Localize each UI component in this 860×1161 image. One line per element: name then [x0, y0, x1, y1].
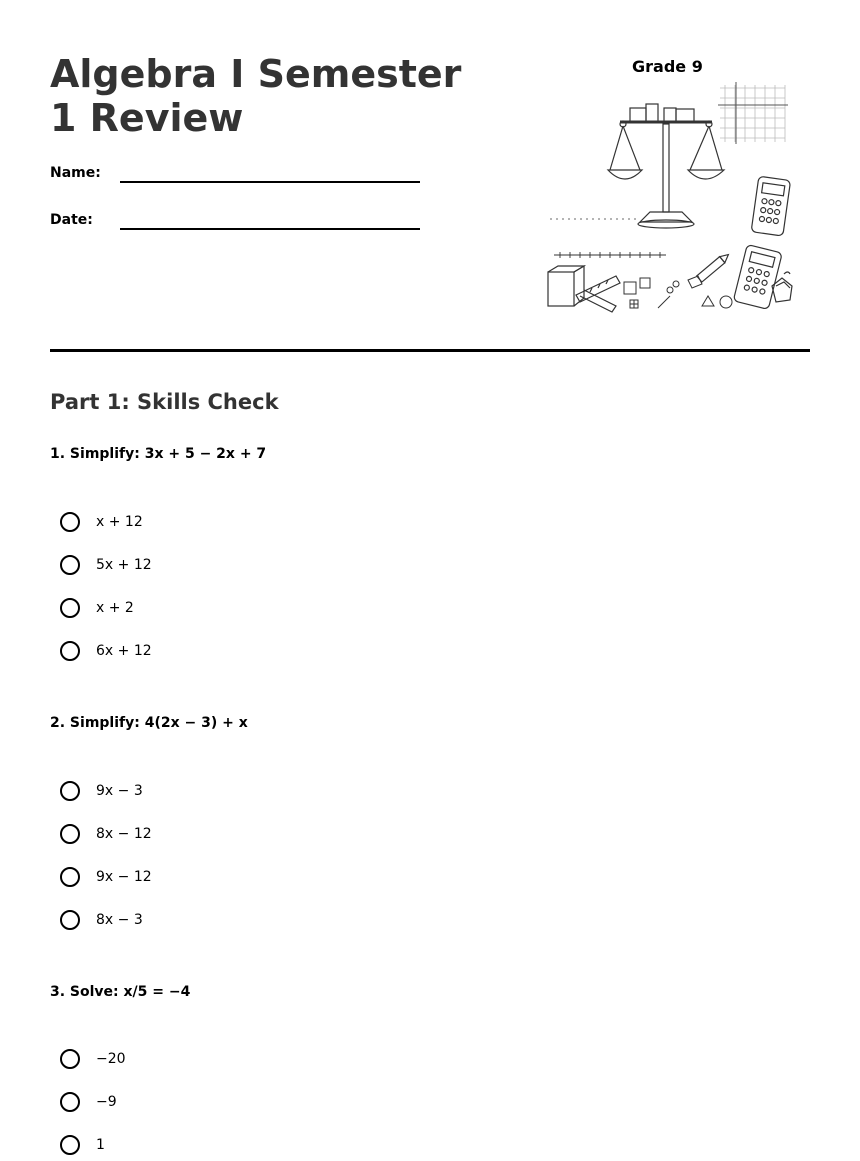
option-label: 9x − 12	[96, 869, 152, 885]
name-label: Name:	[50, 165, 101, 181]
radio-button[interactable]	[60, 512, 80, 532]
option-label: 5x + 12	[96, 557, 152, 573]
radio-button[interactable]	[60, 555, 80, 575]
polyhedron-icon	[772, 272, 792, 302]
question-1: 1. Simplify: 3x + 5 − 2x + 7	[50, 446, 267, 462]
number-line-icon	[554, 252, 666, 258]
radio-button[interactable]	[60, 1135, 80, 1155]
date-label: Date:	[50, 212, 93, 228]
option-label: 1	[96, 1137, 105, 1153]
pencil-icon	[697, 252, 731, 283]
balance-scale-icon	[608, 104, 724, 228]
option-label: x + 12	[96, 514, 143, 530]
question-2: 2. Simplify: 4(2x − 3) + x	[50, 715, 248, 731]
option-label: x + 2	[96, 600, 134, 616]
radio-button[interactable]	[60, 867, 80, 887]
q2-option-c[interactable]	[60, 864, 152, 890]
math-tools-illustration	[540, 80, 810, 320]
option-label: 8x − 3	[96, 912, 143, 928]
q2-option-a[interactable]	[60, 778, 143, 804]
graph-grid-icon	[720, 85, 785, 142]
q3-option-b[interactable]	[60, 1089, 117, 1115]
date-field[interactable]	[120, 228, 420, 230]
radio-button[interactable]	[60, 1049, 80, 1069]
option-label: −9	[96, 1094, 117, 1110]
calculator-icon	[751, 176, 790, 236]
option-label: −20	[96, 1051, 126, 1067]
radio-button[interactable]	[60, 598, 80, 618]
option-label: 6x + 12	[96, 643, 152, 659]
section-title: Part 1: Skills Check	[50, 390, 279, 414]
name-field-row	[50, 165, 420, 181]
q3-option-c[interactable]	[60, 1132, 105, 1158]
option-label: 9x − 3	[96, 783, 143, 799]
name-field[interactable]	[120, 181, 420, 183]
q1-option-a[interactable]	[60, 509, 143, 535]
radio-button[interactable]	[60, 1092, 80, 1112]
q1-option-b[interactable]	[60, 552, 152, 578]
header-divider	[50, 349, 810, 352]
q2-option-b[interactable]	[60, 821, 152, 847]
grade-label: Grade 9	[632, 57, 703, 76]
q1-option-c[interactable]	[60, 595, 134, 621]
radio-button[interactable]	[60, 641, 80, 661]
radio-button[interactable]	[60, 910, 80, 930]
page-title: Algebra I Semester 1 Review	[50, 52, 462, 140]
q1-option-d[interactable]	[60, 638, 152, 664]
option-label: 8x − 12	[96, 826, 152, 842]
question-3: 3. Solve: x/5 = −4	[50, 984, 191, 1000]
radio-button[interactable]	[60, 824, 80, 844]
shapes-icon	[624, 276, 732, 308]
q3-option-a[interactable]	[60, 1046, 126, 1072]
q2-option-d[interactable]	[60, 907, 143, 933]
radio-button[interactable]	[60, 781, 80, 801]
geometry-tools-icon	[548, 266, 620, 312]
date-field-row	[50, 212, 420, 228]
